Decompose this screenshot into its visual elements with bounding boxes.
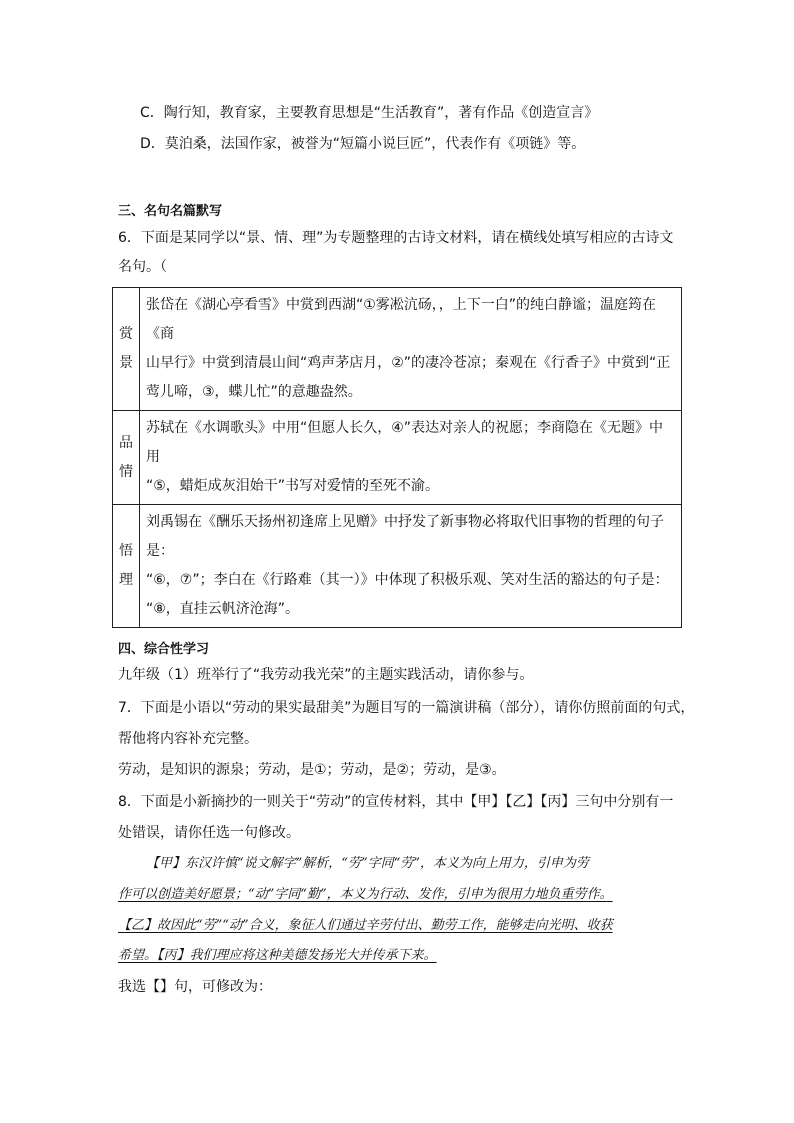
- question-7-line-2: 帮他将内容补充完整。: [118, 731, 258, 747]
- question-7-line-3: 劳动，是知识的源泉；劳动，是①；劳动，是②；劳动，是③。: [118, 762, 506, 778]
- category-char: 理: [119, 572, 133, 588]
- category-char: 赏: [119, 326, 133, 342]
- content-cell-emotion: [140, 411, 682, 505]
- table-line: 张岱在《湖心亭看雪》中赏到西湖“①雾凇沆砀，，上下一白”的纯白静谧；温庭筠在《商: [146, 297, 657, 342]
- category-char: 景: [119, 355, 133, 371]
- table-row-scenery: [113, 288, 682, 411]
- category-char: 悟: [119, 543, 133, 559]
- table-line: 莺儿啼，③，蝶儿忙”的意趣盎然。: [146, 384, 362, 400]
- table-line: 山早行》中赏到清晨山间“鸡声茅店月，②”的凄冷苍凉；秦观在《行香子》中赏到“正: [146, 355, 671, 371]
- answer-prompt: 我选【】句，可修改为：: [118, 979, 272, 995]
- content-cell-reason: [140, 505, 682, 628]
- question-8-line-1: 8．下面是小新摘抄的一则关于“劳动”的宣传材料，其中【甲】【乙】【丙】三句中分别有一: [118, 794, 674, 810]
- category-cell-reason: [113, 505, 140, 628]
- table-line: 刘禹锡在《酬乐天扬州初逢席上见赠》中抒发了新事物必将取代旧事物的哲理的句子是：: [146, 514, 664, 559]
- excerpt-line-4: 希望。【丙】我们理应将这种美德发扬光大并传承下来。: [118, 948, 437, 963]
- category-cell-emotion: [113, 411, 140, 505]
- section-3-heading: 三、名句名篇默写: [118, 204, 223, 219]
- category-cell-scenery: [113, 288, 140, 411]
- table-row-emotion: [113, 411, 682, 505]
- excerpt-line-3: 【乙】故因此“劳”“动”合义，象征人们通过辛劳付出、勤劳工作，能够走向光明、收获: [118, 918, 613, 933]
- question-6-line-1: 6．下面是某同学以“景、情、理”为专题整理的古诗文材料，请在横线处填写相应的古诗文: [118, 230, 674, 246]
- table-line: “⑧，直挂云帆济沧海”。: [146, 601, 300, 617]
- table-line: “⑤，蜡炬成灰泪始干”书写对爱情的至死不渝。: [146, 478, 440, 494]
- content-cell-scenery: [140, 288, 682, 411]
- question-8-line-2: 处错误，请你任选一句修改。: [118, 825, 300, 841]
- option-c: C．陶行知，教育家，主要教育思想是“生活教育”，著有作品《创造宣言》: [140, 105, 599, 121]
- question-7-line-1: 7．下面是小语以“劳动的果实最甜美”为题目写的一篇演讲稿（部分），请你仿照前面的句式，: [118, 700, 695, 716]
- excerpt-line-1: 【甲】东汉许慎“说文解字”解析，“劳”字同“劳”，本义为向上用力，引申为劳: [146, 856, 589, 871]
- category-char: 情: [119, 463, 133, 480]
- question-6-line-2: 名句。（: [118, 259, 167, 275]
- activity-intro: 九年级（1）班举行了“我劳动我光荣”的主题实践活动，请你参与。: [118, 667, 534, 683]
- table-row-reason: [113, 505, 682, 628]
- table-line: “⑥，⑦”；李白在《行路难（其一）》中体现了积极乐观、笑对生活的豁达的句子是：: [146, 572, 669, 588]
- section-4-heading: 四、综合性学习: [118, 642, 210, 657]
- table-line: 苏轼在《水调歌头》中用“但愿人长久，④”表达对亲人的祝愿；李商隐在《无题》中用: [146, 420, 664, 465]
- category-char: 品: [119, 434, 133, 451]
- excerpt-line-2: 作可以创造美好愿景；“动”字同“勤”，本义为行动、发作，引申为很用力地负重劳作。: [118, 887, 613, 902]
- option-d: D．莫泊桑，法国作家，被誉为“短篇小说巨匠”，代表作有《项链》等。: [140, 136, 586, 152]
- poetry-table: [112, 287, 682, 628]
